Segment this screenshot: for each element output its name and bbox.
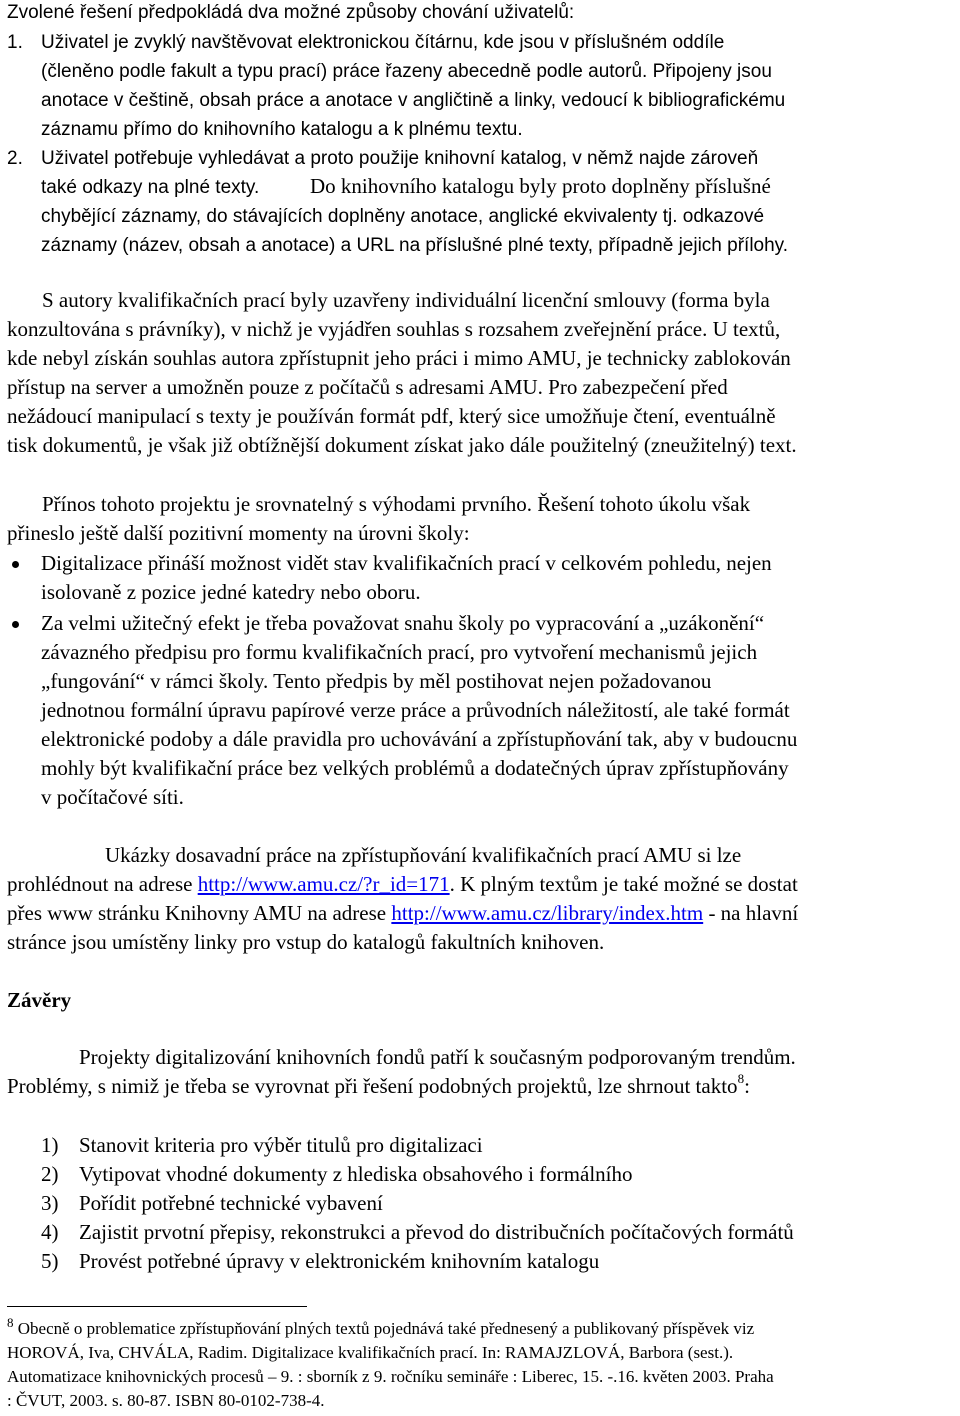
examples-line bbox=[7, 903, 798, 924]
conclusions-line: Projekty digitalizování knihovních fondů patří k současným podporovaným trendům. bbox=[79, 1045, 796, 1069]
license-paragraph-line: konzultována s právníky), v nichž je vyjádřen souhlas s rozsahem zveřejnění práce. U textů, bbox=[7, 317, 781, 341]
list-number: 5) bbox=[41, 1249, 59, 1273]
footnote-reference: 8 bbox=[737, 1071, 745, 1086]
list-number: 1) bbox=[41, 1133, 59, 1157]
item2-line: chybějící záznamy, do stávajících doplněny anotace, anglické ekvivalenty tj. odkazové bbox=[41, 206, 765, 227]
examples-text: . K plným textům je také možné se dostat bbox=[449, 872, 798, 896]
section-heading: Závěry bbox=[7, 988, 72, 1012]
list-item-text: Zajistit prvotní přepisy, rekonstrukci a převod do distribučních počítačových formátů bbox=[79, 1220, 794, 1244]
examples-text: přes www stránku Knihovny AMU na adrese bbox=[7, 901, 392, 925]
list-number: 3) bbox=[41, 1191, 59, 1215]
license-paragraph-line: přístup na server a umožněn pouze z počítačů s adresami AMU. Pro zabezpečení před bbox=[7, 375, 728, 399]
conclusions-line bbox=[7, 1071, 750, 1098]
examples-line: stránce jsou umístěny linky pro vstup do katalogů fakultních knihoven. bbox=[7, 930, 605, 954]
conclusions-text: Problémy, s nimiž je třeba se vyrovnat při řešení podobných projektů, lze shrnout takto bbox=[7, 1074, 738, 1098]
conclusions-text: : bbox=[744, 1074, 750, 1098]
item2-line-serif: Do knihovního katalogu byly proto doplněny příslušné bbox=[310, 174, 771, 198]
amu-catalog-link[interactable]: http://www.amu.cz/?r_id=171 bbox=[197, 872, 450, 896]
item1-line: anotace v češtině, obsah práce a anotace v angličtině a linky, vedoucí k bibliografickému bbox=[41, 90, 786, 111]
bullet-line: jednotnou formální úpravu papírové verze práce a průvodních náležitostí, ale také formát bbox=[41, 698, 790, 722]
list-item-text: Stanovit kriteria pro výběr titulů pro digitalizaci bbox=[79, 1133, 483, 1157]
footnote-line: : ČVUT, 2003. s. 80-87. ISBN 80-0102-738-4. bbox=[7, 1391, 325, 1410]
footnote-separator bbox=[7, 1306, 307, 1307]
license-paragraph-line: tisk dokumentů, je však již obtížnější dokument získat jako dále použitelný (zneužitelný) text. bbox=[7, 433, 797, 457]
item1-line: záznamu přímo do knihovního katalogu a k plnému textu. bbox=[41, 119, 523, 140]
item1-line: (členěno podle fakult a typu prací) práce řazeny abecedně podle autorů. Připojeny jsou bbox=[41, 61, 772, 82]
examples-text: - na hlavní bbox=[703, 901, 799, 925]
list-number: 4) bbox=[41, 1220, 59, 1244]
footnote-line bbox=[7, 1315, 755, 1338]
footnote-line: Automatizace knihovnických procesů – 9. : sborník z 9. ročníku semináře : Liberec, 15. -.16. květen 2003. Praha bbox=[7, 1367, 774, 1386]
bullet-line: Digitalizace přináší možnost vidět stav kvalifikačních prací v celkovém pohledu, nejen bbox=[41, 551, 772, 575]
benefit-paragraph-line: Přínos tohoto projektu je srovnatelný s výhodami prvního. Řešení tohoto úkolu však bbox=[42, 492, 751, 516]
examples-text: prohlédnout na adrese bbox=[7, 872, 198, 896]
benefit-paragraph-line: přineslo ještě další pozitivní momenty na úrovni školy: bbox=[7, 521, 470, 545]
bullet-line: v počítačové síti. bbox=[41, 785, 184, 809]
item2-line: záznamy (název, obsah a anotace) a URL na příslušné plné texty, případně jejich přílohy. bbox=[41, 235, 789, 256]
list-number: 2) bbox=[41, 1162, 59, 1186]
license-paragraph-line: kde nebyl získán souhlas autora zpřístupnit jeho práci i mimo AMU, je technicky zablokován bbox=[7, 346, 791, 370]
license-paragraph-line: S autory kvalifikačních prací byly uzavřeny individuální licenční smlouvy (forma byla bbox=[42, 288, 770, 312]
list-number-2: 2. bbox=[7, 148, 23, 169]
examples-line bbox=[7, 874, 798, 895]
intro-line: Zvolené řešení předpokládá dva možné způsoby chování uživatelů: bbox=[7, 2, 575, 23]
list-item-text: Pořídit potřebné technické vybavení bbox=[79, 1191, 383, 1215]
bullet-line: mohly být kvalifikační práce bez velkých problémů a dodatečných úprav zpřístupňovány bbox=[41, 756, 789, 780]
amu-library-link[interactable]: http://www.amu.cz/library/index.htm bbox=[391, 901, 704, 925]
item1-line: Uživatel je zvyklý navštěvovat elektronickou čítárnu, kde jsou v příslušném oddíle bbox=[41, 32, 725, 53]
footnote-line: HOROVÁ, Iva, CHVÁLA, Radim. Digitalizace kvalifikačních prací. In: RAMAJZLOVÁ, Barbora (sest.). bbox=[7, 1343, 734, 1362]
bullet-line: Za velmi užitečný efekt je třeba považovat snahu školy po vypracování a „uzákonění“ bbox=[41, 611, 765, 635]
footnote-text: Obecně o problematice zpřístupňování plných textů pojednává také přednesený a publikovaný příspěvek viz bbox=[17, 1319, 755, 1338]
bullet-line: isolovaně z pozice jedné katedry nebo oboru. bbox=[41, 580, 421, 604]
list-item-text: Provést potřebné úpravy v elektronickém knihovním katalogu bbox=[79, 1249, 600, 1273]
bullet-line: elektronické podoby a dále pravidla pro uchovávání a zpřístupňování tak, aby v budoucnu bbox=[41, 727, 798, 751]
bullet-dot bbox=[12, 621, 19, 628]
item2-line: také odkazy na plné texty. bbox=[41, 177, 260, 198]
bullet-dot bbox=[12, 561, 19, 568]
bullet-line: závazného předpisu pro formu kvalifikačních prací, pro vytvoření mechanismů jejich bbox=[41, 640, 758, 664]
footnote-number: 8 bbox=[7, 1315, 14, 1330]
examples-line: Ukázky dosavadní práce na zpřístupňování kvalifikačních prací AMU si lze bbox=[105, 843, 742, 867]
list-item-text: Vytipovat vhodné dokumenty z hlediska obsahového i formálního bbox=[79, 1162, 633, 1186]
license-paragraph-line: nežádoucí manipulací s texty je používán formát pdf, který sice umožňuje čtení, eventuálně bbox=[7, 404, 776, 428]
bullet-line: „fungování“ v rámci školy. Tento předpis by měl postihovat nejen požadovanou bbox=[41, 669, 712, 693]
list-number-1: 1. bbox=[7, 32, 23, 53]
item2-line: Uživatel potřebuje vyhledávat a proto použije knihovní katalog, v němž najde zároveň bbox=[41, 148, 759, 169]
